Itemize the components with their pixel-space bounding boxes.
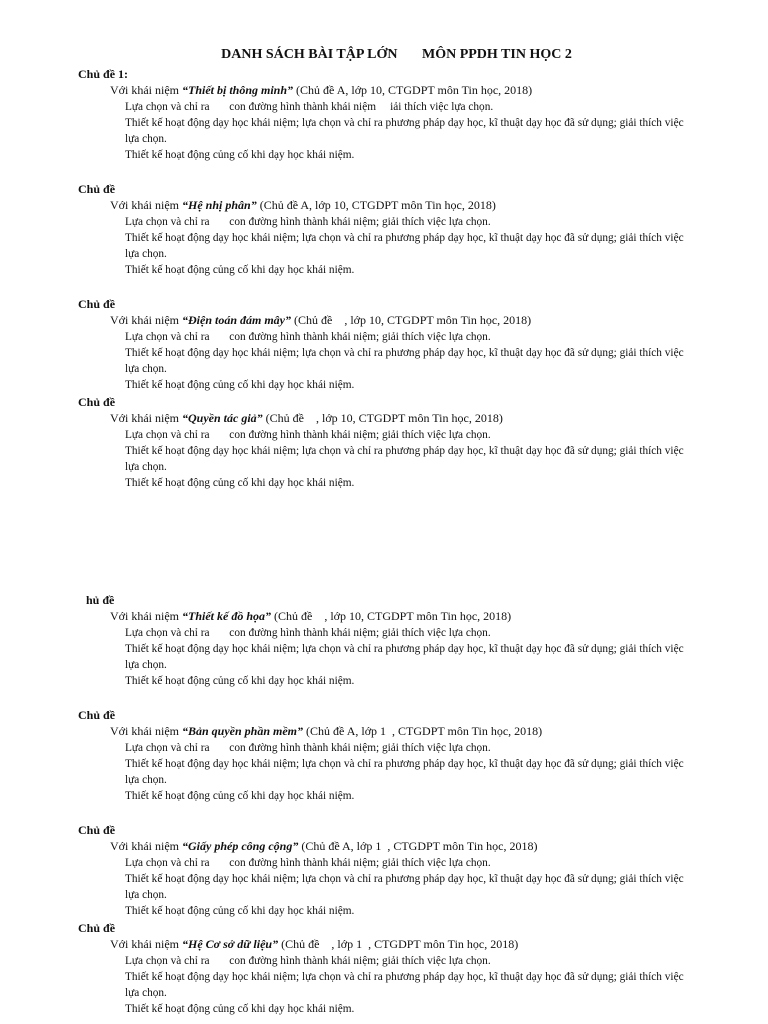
concept-details: (Chủ đề A, lớp 1 , CTGDPT môn Tin học, 2018) xyxy=(298,839,538,853)
concept-name: “Thiết kế đồ họa” xyxy=(182,609,271,623)
concept-details: (Chủ đề , lớp 10, CTGDPT môn Tin học, 2018) xyxy=(262,411,503,425)
task-line: Thiết kế hoạt động củng cố khi dạy học khái niệm. xyxy=(125,1003,355,1015)
task-line: lựa chọn. xyxy=(125,987,167,999)
concept-details: (Chủ đề , lớp 10, CTGDPT môn Tin học, 2018) xyxy=(271,609,512,623)
concept-prefix: Với khái niệm xyxy=(110,609,182,623)
concept-name: “Bản quyền phần mềm” xyxy=(182,724,304,738)
topic-heading: hủ đề xyxy=(86,593,115,607)
concept-line xyxy=(110,609,511,624)
task-line: Thiết kế hoạt động dạy học khái niệm; lựa chọn và chỉ ra phương pháp dạy học, kĩ thuật dạy học đã sử dụng; giải thích việc xyxy=(125,971,684,983)
topic-heading: Chủ đề xyxy=(78,921,116,935)
concept-name: “Hệ nhị phân” xyxy=(182,198,257,212)
concept-name: “Hệ Cơ sở dữ liệu” xyxy=(182,937,279,951)
concept-line xyxy=(110,937,518,952)
task-line: Lựa chọn và chỉ ra con đường hình thành khái niệm; giải thích việc lựa chọn. xyxy=(125,429,491,441)
topic-heading: Chủ đề xyxy=(78,182,116,196)
concept-line xyxy=(110,313,531,328)
task-line: lựa chọn. xyxy=(125,133,167,145)
concept-prefix: Với khái niệm xyxy=(110,83,182,97)
concept-line xyxy=(110,724,542,739)
concept-prefix: Với khái niệm xyxy=(110,411,182,425)
task-line: Thiết kế hoạt động dạy học khái niệm; lựa chọn và chỉ ra phương pháp dạy học, kĩ thuật dạy học đã sử dụng; giải thích việc xyxy=(125,347,684,359)
task-line: Thiết kế hoạt động củng cố khi dạy học khái niệm. xyxy=(125,149,355,161)
task-line: lựa chọn. xyxy=(125,461,167,473)
task-line: Thiết kế hoạt động củng cố khi dạy học khái niệm. xyxy=(125,264,355,276)
concept-prefix: Với khái niệm xyxy=(110,937,182,951)
concept-name: “Giấy phép công cộng” xyxy=(182,839,299,853)
concept-prefix: Với khái niệm xyxy=(110,724,182,738)
concept-prefix: Với khái niệm xyxy=(110,313,182,327)
task-line: Lựa chọn và chỉ ra con đường hình thành khái niệm; giải thích việc lựa chọn. xyxy=(125,627,491,639)
task-line: Lựa chọn và chỉ ra con đường hình thành khái niệm iải thích việc lựa chọn. xyxy=(125,101,494,113)
task-line: Thiết kế hoạt động dạy học khái niệm; lựa chọn và chỉ ra phương pháp dạy học, kĩ thuật dạy học đã sử dụng; giải thích việc xyxy=(125,873,684,885)
page-title: DANH SÁCH BÀI TẬP LỚN MÔN PPDH TIN HỌC 2 xyxy=(221,47,572,62)
task-line: Lựa chọn và chỉ ra con đường hình thành khái niệm; giải thích việc lựa chọn. xyxy=(125,742,491,754)
topic-heading: Chủ đề xyxy=(78,708,116,722)
concept-name: “Quyền tác giả” xyxy=(182,411,263,425)
task-line: Lựa chọn và chỉ ra con đường hình thành khái niệm; giải thích việc lựa chọn. xyxy=(125,216,491,228)
task-line: lựa chọn. xyxy=(125,774,167,786)
task-line: Thiết kế hoạt động củng cố khi dạy học khái niệm. xyxy=(125,379,355,391)
concept-line xyxy=(110,839,537,854)
concept-prefix: Với khái niệm xyxy=(110,839,182,853)
task-line: Thiết kế hoạt động dạy học khái niệm; lựa chọn và chỉ ra phương pháp dạy học, kĩ thuật dạy học đã sử dụng; giải thích việc xyxy=(125,232,684,244)
task-line: Thiết kế hoạt động dạy học khái niệm; lựa chọn và chỉ ra phương pháp dạy học, kĩ thuật dạy học đã sử dụng; giải thích việc xyxy=(125,758,684,770)
concept-name: “Điện toán đám mây” xyxy=(182,313,292,327)
task-line: Thiết kế hoạt động dạy học khái niệm; lựa chọn và chỉ ra phương pháp dạy học, kĩ thuật dạy học đã sử dụng; giải thích việc xyxy=(125,117,684,129)
topic-heading: Chủ đề xyxy=(78,297,116,311)
topic-heading: Chủ đề xyxy=(78,395,116,409)
task-line: Thiết kế hoạt động củng cố khi dạy học khái niệm. xyxy=(125,675,355,687)
task-line: Thiết kế hoạt động dạy học khái niệm; lựa chọn và chỉ ra phương pháp dạy học, kĩ thuật dạy học đã sử dụng; giải thích việc xyxy=(125,445,684,457)
concept-details: (Chủ đề A, lớp 1 , CTGDPT môn Tin học, 2018) xyxy=(303,724,543,738)
topic-heading: Chủ đề 1: xyxy=(78,67,129,81)
concept-details: (Chủ đề , lớp 1 , CTGDPT môn Tin học, 2018) xyxy=(278,937,519,951)
task-line: lựa chọn. xyxy=(125,889,167,901)
topic-heading: Chủ đề xyxy=(78,823,116,837)
concept-line xyxy=(110,83,532,98)
concept-details: (Chủ đề , lớp 10, CTGDPT môn Tin học, 2018) xyxy=(291,313,532,327)
task-line: Lựa chọn và chỉ ra con đường hình thành khái niệm; giải thích việc lựa chọn. xyxy=(125,331,491,343)
task-line: Lựa chọn và chỉ ra con đường hình thành khái niệm; giải thích việc lựa chọn. xyxy=(125,955,491,967)
concept-prefix: Với khái niệm xyxy=(110,198,182,212)
task-line: lựa chọn. xyxy=(125,248,167,260)
task-line: Lựa chọn và chỉ ra con đường hình thành khái niệm; giải thích việc lựa chọn. xyxy=(125,857,491,869)
concept-line xyxy=(110,411,503,426)
task-line: lựa chọn. xyxy=(125,659,167,671)
concept-line xyxy=(110,198,496,213)
task-line: Thiết kế hoạt động củng cố khi dạy học khái niệm. xyxy=(125,477,355,489)
concept-details: (Chủ đề A, lớp 10, CTGDPT môn Tin học, 2018) xyxy=(293,83,533,97)
task-line: lựa chọn. xyxy=(125,363,167,375)
concept-details: (Chủ đề A, lớp 10, CTGDPT môn Tin học, 2018) xyxy=(256,198,496,212)
concept-name: “Thiết bị thông minh” xyxy=(182,83,294,97)
task-line: Thiết kế hoạt động dạy học khái niệm; lựa chọn và chỉ ra phương pháp dạy học, kĩ thuật dạy học đã sử dụng; giải thích việc xyxy=(125,643,684,655)
task-line: Thiết kế hoạt động củng cố khi dạy học khái niệm. xyxy=(125,905,355,917)
task-line: Thiết kế hoạt động củng cố khi dạy học khái niệm. xyxy=(125,790,355,802)
